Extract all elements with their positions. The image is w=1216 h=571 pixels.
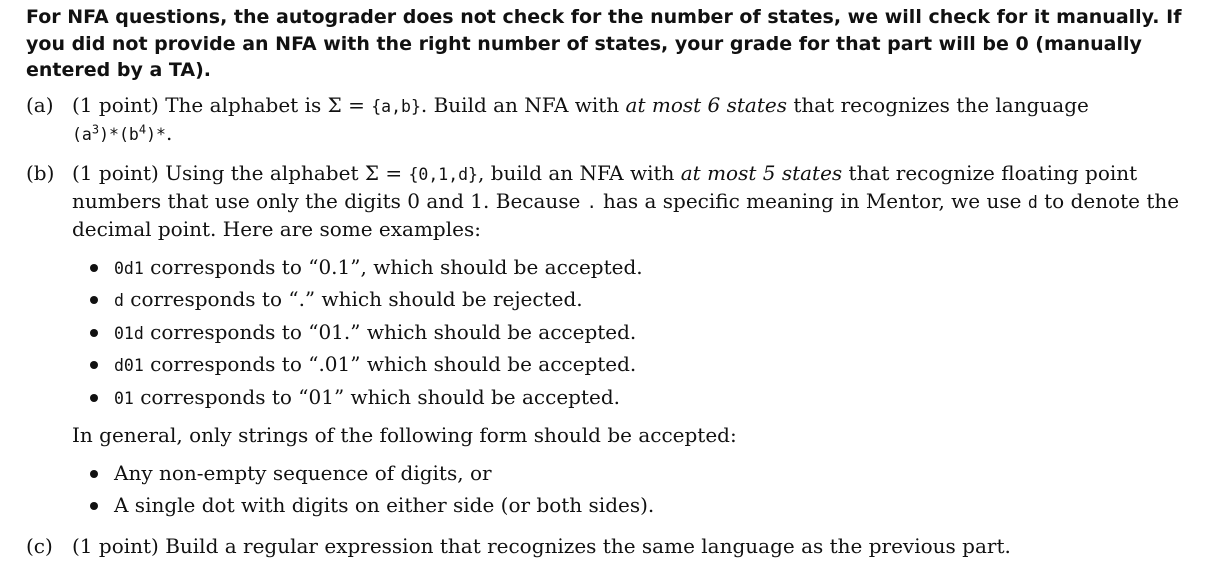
example-code: 0d1 bbox=[114, 258, 144, 278]
forms-list bbox=[72, 458, 1196, 521]
lang-open-2: (b bbox=[118, 124, 139, 144]
list-item bbox=[90, 382, 1196, 415]
part-a bbox=[26, 92, 1196, 148]
list-item bbox=[90, 284, 1196, 317]
bullet-icon bbox=[90, 470, 98, 478]
intro-paragraph: For NFA questions, the autograder does not check for the number of states, we will check for it manually. If you did not provide an NFA with the right number of states, your grade for that part will be 0 (manually entered by a TA). bbox=[26, 6, 1182, 81]
part-b-text-4: has a specific meaning in Mentor, we use bbox=[596, 188, 1028, 213]
part-a-language bbox=[72, 122, 166, 144]
example-code: d bbox=[114, 291, 124, 310]
form-text: Any non-empty sequence of digits, or bbox=[114, 461, 492, 485]
part-b-text-3: that recognize floating point numbers that use only the digits 0 and 1. Because bbox=[72, 160, 1138, 213]
list-item bbox=[90, 490, 1196, 522]
example-text: corresponds to “0.1”, which should be accepted. bbox=[143, 254, 643, 279]
problem-document bbox=[26, 4, 1196, 571]
lang-open-1: (a bbox=[72, 124, 92, 144]
form-text: A single dot with digits on either side (or both sides). bbox=[114, 492, 655, 517]
bullet-icon bbox=[90, 329, 98, 337]
general-statement: In general, only strings of the following form should be accepted: bbox=[72, 423, 737, 447]
part-b-text-5: to denote the decimal point. Here are some examples: bbox=[72, 188, 1180, 241]
list-item bbox=[90, 349, 1196, 382]
part-b-text-1: (1 point) Using the alphabet Σ = bbox=[72, 160, 409, 185]
bullet-icon bbox=[90, 264, 98, 272]
part-b-label: (b) bbox=[26, 160, 55, 185]
part-b bbox=[26, 160, 1196, 522]
part-a-text-before: (1 point) The alphabet is Σ = bbox=[72, 92, 372, 117]
example-code: 01d bbox=[114, 323, 144, 343]
example-text: corresponds to “01.” which should be accepted. bbox=[143, 319, 637, 344]
part-b-alphabet: {0,1,d} bbox=[408, 164, 478, 184]
lang-exp-1: 3 bbox=[91, 122, 100, 136]
examples-list bbox=[72, 252, 1196, 415]
part-c-text: (1 point) Build a regular expression that recognizes the same language as the previous part. bbox=[72, 534, 1011, 558]
example-text: corresponds to “01” which should be accepted. bbox=[133, 384, 620, 409]
part-c bbox=[26, 533, 1196, 559]
part-a-text-after: that recognizes the language bbox=[786, 92, 1089, 117]
list-item bbox=[90, 317, 1196, 350]
bullet-icon bbox=[90, 502, 98, 510]
part-b-dot-code: . bbox=[586, 192, 597, 212]
part-c-label: (c) bbox=[26, 534, 53, 558]
part-b-emphasis: at most 5 states bbox=[680, 160, 843, 185]
example-code: d01 bbox=[114, 356, 144, 375]
list-item bbox=[90, 252, 1196, 285]
part-b-d-code: d bbox=[1027, 192, 1038, 212]
example-code: 01 bbox=[114, 388, 134, 408]
part-b-text-2: , build an NFA with bbox=[478, 160, 681, 185]
lang-exp-2: 4 bbox=[138, 122, 147, 136]
list-item bbox=[90, 458, 1196, 490]
bullet-icon bbox=[90, 394, 98, 402]
bullet-icon bbox=[90, 361, 98, 369]
part-a-text-mid: . Build an NFA with bbox=[420, 92, 626, 117]
part-a-emphasis: at most 6 states bbox=[625, 92, 787, 117]
lang-close-2: )* bbox=[146, 124, 166, 144]
part-a-label: (a) bbox=[26, 92, 54, 117]
lang-close-1: )* bbox=[99, 124, 119, 144]
part-a-alphabet: {a,b} bbox=[371, 96, 421, 116]
part-a-period: . bbox=[165, 120, 173, 145]
example-text: corresponds to “.” which should be rejected. bbox=[123, 287, 583, 311]
bullet-icon bbox=[90, 296, 98, 304]
example-text: corresponds to “.01” which should be accepted. bbox=[143, 352, 637, 376]
